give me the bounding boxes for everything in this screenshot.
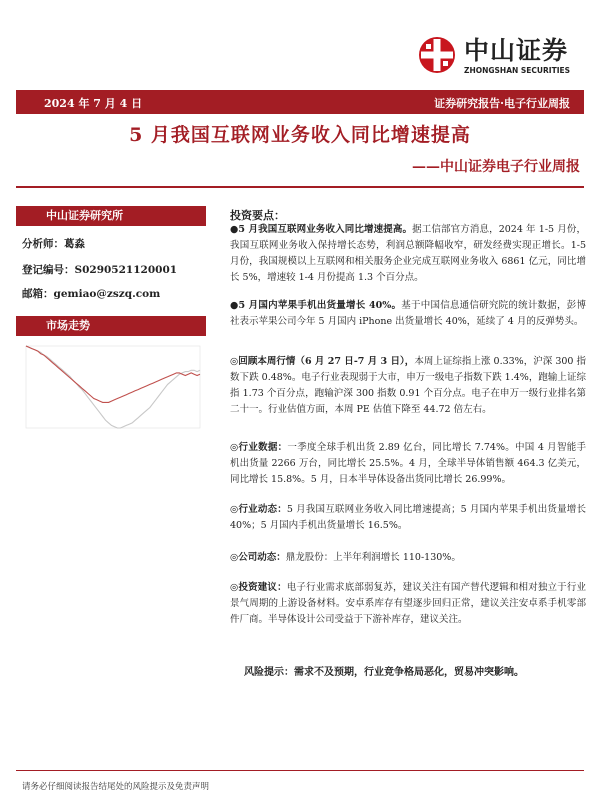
key-point-lead: ◎行业数据： [230, 442, 288, 453]
analyst-line [22, 236, 85, 251]
page-subtitle: ——中山证券电子行业周报 [412, 159, 580, 175]
header-bar [16, 90, 584, 114]
key-point-lead: ●5 月国内苹果手机出货量增长 40%。 [230, 300, 402, 311]
key-point-4 [230, 440, 586, 488]
report-type: 证券研究报告·电子行业周报 [434, 97, 570, 110]
key-point-body: 据工信部官方消息，2024 年 1-5 月份，我国互联网业务收入保持增长态势，利润总额降幅收窄，研发经费实现正增长。1-5 月份，我国规模以上互联网和相关服务企业完成互联网业务收入 6861 亿元，同比增长 5%，增速较 1-4 月份提高 1.3 个百分点。 [230, 224, 586, 283]
key-point-lead: ◎回顾本周行情（6 月 27 日-7 月 3 日）， [230, 356, 415, 367]
report-date: 2024 年 7 月 4 日 [44, 97, 143, 110]
disclaimer-footer: 请务必仔细阅读报告结尾处的风险提示及免责声明 [22, 782, 210, 792]
key-point-2 [230, 298, 586, 330]
risk-warning: 风险提示：需求不及预期，行业竞争格局恶化，贸易冲突影响。 [244, 667, 524, 678]
key-point-body: 本周上证综指上涨 0.33%，沪深 300 指数下跌 0.48%。电子行业表现弱于大市，申万一级电子指数下跌 1.4%，跑输上证综指 1.73 个百分点，跑输沪深 300 指数 0.91 个百分点。电子在申万一级行业排名第二十一。行业估值方面，本周 PE 估值下降至 44.72 倍左右。 [230, 356, 586, 415]
analyst-label: 分析师： [22, 238, 64, 250]
key-point-3 [230, 354, 586, 418]
company-logo [418, 36, 583, 78]
cert-number: S0290521120001 [74, 264, 178, 276]
key-point-body: 电子行业需求底部弱复苏，建议关注有国产替代逻辑和相对独立于行业景气周期的上游设备材料。安卓系库存有望逐步回归正常，建议关注安卓系手机零部件厂商。半导体设计公司受益于下游补库存，建议关注。 [230, 582, 586, 625]
series-line-2 [26, 346, 200, 402]
institute-header [16, 206, 206, 226]
institute-name: 中山证券研究所 [46, 209, 123, 222]
key-point-body: 基于中国信息通信研究院的统计数据，彭博社表示苹果公司今年 5 月国内 iPhone 出货量增长 40%，延续了 4 月的反弹势头。 [230, 300, 586, 327]
key-point-lead: ◎投资建议： [230, 582, 287, 593]
key-point-5 [230, 502, 586, 534]
key-point-body: 5 月我国互联网业务收入同比增速提高；5 月国内苹果手机出货量增长 40%；5 月国内手机出货量增长 16.5%。 [230, 504, 586, 531]
cert-label: 登记编号： [22, 264, 75, 276]
market-trend-chart [16, 338, 206, 438]
key-point-body: 鼎龙股份：上半年利润增长 110-130%。 [285, 552, 461, 563]
logo-text-en: ZHONGSHAN SECURITIES [464, 66, 571, 75]
chart-frame [26, 346, 200, 428]
key-point-lead: ◎行业动态： [230, 504, 287, 515]
zhongshan-logo-icon [418, 36, 456, 74]
cert-line [22, 262, 177, 277]
title-divider [16, 186, 584, 188]
series-line-1 [26, 346, 200, 428]
key-point-7 [230, 580, 586, 628]
key-point-lead: ◎公司动态： [230, 552, 286, 563]
footer-divider [16, 770, 584, 771]
key-points-title: 投资要点： [230, 209, 285, 222]
key-point-body: 一季度全球手机出货 2.89 亿台，同比增长 7.74%。中国 4 月智能手机出货量 2266 万台，同比增长 25.5%。4 月，全球半导体销售额 464.3 亿美元，同比增长 15.8%。5 月，日本半导体设备出货同比增长 26.99%。 [230, 442, 586, 485]
email-line [22, 286, 160, 301]
email-label: 邮箱： [22, 288, 54, 300]
key-point-6 [230, 550, 586, 566]
page-title: 5 月我国互联网业务收入同比增速提高 [129, 124, 471, 146]
key-point-lead: ●5 月我国互联网业务收入同比增速提高。 [230, 224, 413, 235]
email-address[interactable]: gemiao@zszq.com [53, 288, 161, 300]
market-trend-label: 市场走势 [46, 319, 90, 332]
market-trend-header [16, 316, 206, 336]
analyst-name: 葛淼 [64, 238, 85, 250]
logo-text-cn: 中山证券 [464, 36, 569, 65]
key-point-1 [230, 222, 586, 286]
